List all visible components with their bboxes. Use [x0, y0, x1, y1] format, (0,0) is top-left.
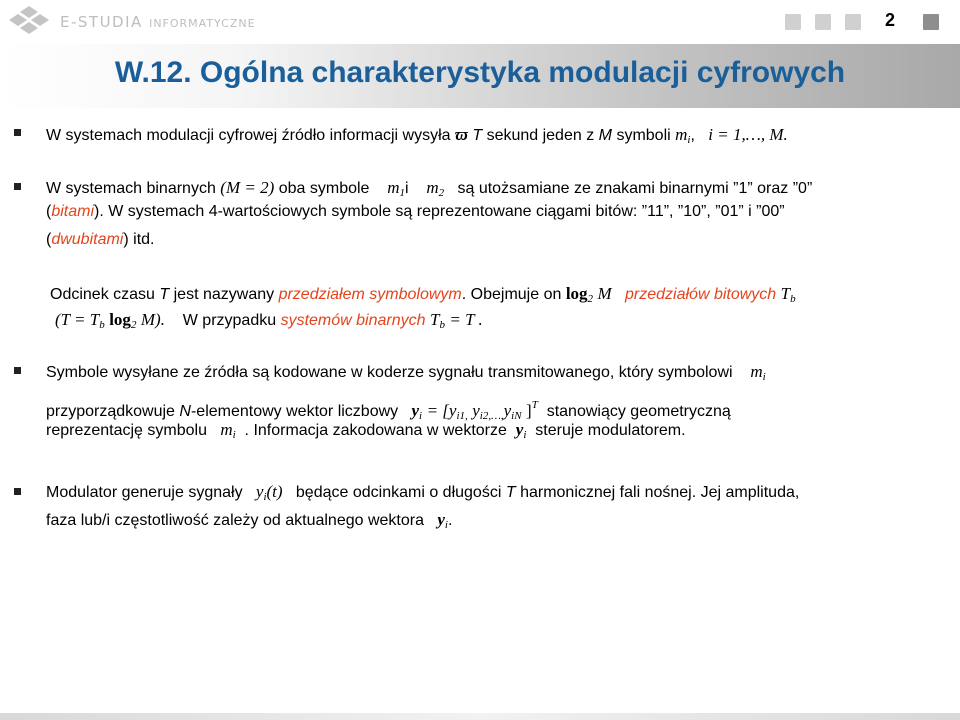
paragraph-5-line-1: Modulator generuje sygnały yi(t) będące odcinkami o długości T harmonicznej fali nośnej. Jej amplituda,	[46, 482, 800, 503]
paragraph-3-line-2: (T = Tb log2 M). W przypadku systemów binarnych Tb = T .	[55, 310, 483, 331]
paragraph-5-line-2: faza lub/i częstotliwość zależy od aktualnego wektora yi.	[46, 510, 453, 531]
bullet-1	[14, 129, 21, 136]
bullet-4	[14, 488, 21, 495]
paragraph-2-line-2: (bitami). W systemach 4-wartościowych symbole są reprezentowane ciągami bitów: ”11”, ”10”, ”01” i ”00”	[46, 203, 785, 220]
paragraph-4-line-3: reprezentację symbolu mi . Informacja zakodowana w wektorze yi steruje modulatorem.	[46, 420, 686, 441]
bullet-2	[14, 183, 21, 190]
paragraph-2-line-3: (dwubitami) itd.	[46, 231, 155, 248]
nav-square-3[interactable]	[845, 14, 861, 30]
logo-text	[60, 13, 256, 31]
paragraph-4-line-2: przyporządkowuje N-elementowy wektor liczbowy yi = [yi1, yi2,…,yiN ]$^T$ stanowiący geometryczną	[46, 399, 731, 422]
paragraph-4-line-1: Symbole wysyłane ze źródła są kodowane w koderze sygnału transmitowanego, który symbolowi mi	[46, 362, 766, 383]
nav-square-1[interactable]	[785, 14, 801, 30]
logo-icon	[8, 6, 50, 36]
bullet-3	[14, 367, 21, 374]
logo-main: E-STUDIA	[60, 13, 143, 31]
paragraph-3-line-1: Odcinek czasu T jest nazywany przedziałem symbolowym. Obejmuje on log2 M przedziałów bitowych Tb	[50, 284, 796, 305]
page-title: W.12. Ogólna charakterystyka modulacji cyfrowych	[114, 56, 846, 89]
nav-square-4[interactable]	[923, 14, 939, 30]
bottom-bar	[0, 713, 960, 720]
logo-sub: INFORMATYCZNE	[149, 17, 256, 30]
paragraph-1: W systemach modulacji cyfrowej źródło informacji wysyła ϖ T sekund jeden z M symboli mi, i = 1,…, M.	[46, 125, 788, 146]
paragraph-2-line-1: W systemach binarnych (M = 2) oba symbole m1i m2 są utożsamiane ze znakami binarnymi ”1” oraz ”0”	[46, 178, 813, 199]
page-number: 2	[884, 10, 895, 30]
nav-square-2[interactable]	[815, 14, 831, 30]
